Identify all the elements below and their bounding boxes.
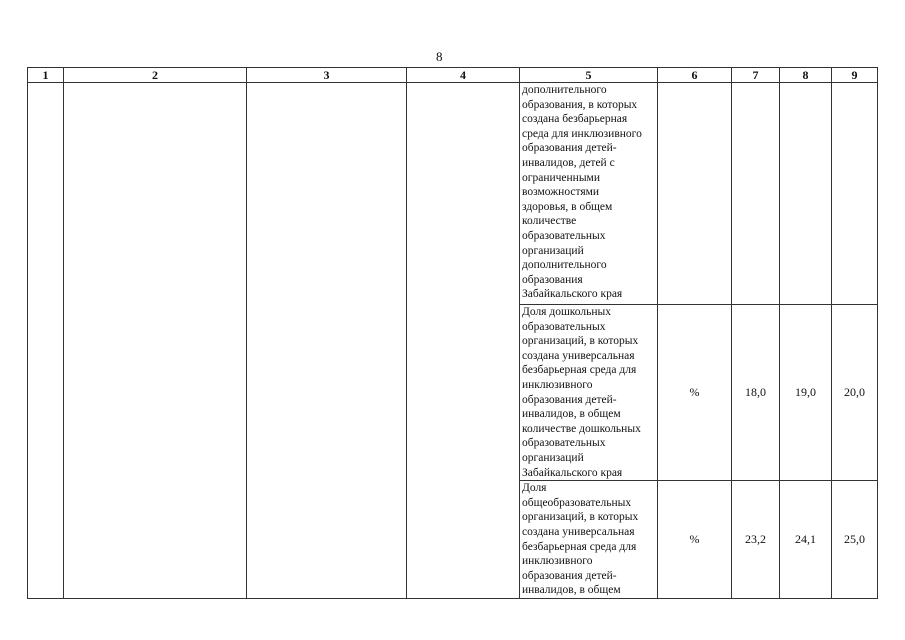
indicator-text-line: инклюзивного [522,378,593,391]
indicator-text-line: организаций, в которых [522,511,639,524]
unit-cell [658,83,732,305]
indicator-text-line: общеобразовательных [522,496,632,509]
indicator-text-line: образования детей- [522,569,617,582]
indicator-text-line: образования детей- [522,142,617,155]
indicator-text-line: дополнительного [522,84,607,96]
indicator-cell [520,83,658,305]
indicator-text-line: Доля [522,482,547,495]
col-header: 5 [520,68,658,83]
indicator-text-line: безбарьерная среда для [522,540,637,553]
indicator-text-line: безбарьерная среда для [522,364,637,377]
indicator-text-line: образования детей- [522,393,617,406]
col-header: 4 [407,68,520,83]
indicator-text-line: ограниченными [522,171,600,184]
value-col9: 20,0 [832,305,878,481]
col-header: 2 [64,68,247,83]
indicator-text-line: инвалидов, в общем [522,408,621,421]
value-col8: 19,0 [780,305,832,481]
unit-cell: % [658,305,732,481]
indicator-text-line: возможностями [522,186,600,199]
indicator-text-line: организаций [522,451,584,464]
indicator-text-line: организаций, в которых [522,335,639,348]
col-header: 1 [28,68,64,83]
indicator-text-line: Забайкальского края [522,288,623,301]
indicators-table [27,67,878,599]
unit-cell: % [658,481,732,599]
indicator-text-line: Доля дошкольных [522,306,612,318]
cell-col2 [64,83,247,599]
col-header: 9 [832,68,878,83]
indicator-cell [520,305,658,481]
value-col8: 24,1 [780,481,832,599]
indicator-text-line: инвалидов, детей с [522,156,615,169]
indicator-text-line: дополнительного [522,259,607,272]
indicator-text-line: создана универсальная [522,525,635,538]
col-header: 8 [780,68,832,83]
header-row [28,68,878,83]
indicator-text-line: здоровья, в общем [522,200,613,213]
indicator-text-line: Забайкальского края [522,466,623,479]
indicator-text-line: образовательных [522,229,606,242]
indicator-text-line: организаций [522,244,584,257]
cell-col3 [247,83,407,599]
indicator-text-line: создана безбарьерная [522,113,628,126]
indicator-text-line: среда для инклюзивного [522,127,642,140]
indicator-text-line: образования [522,273,583,286]
value-col9: 25,0 [832,481,878,599]
value-col7: 23,2 [732,481,780,599]
cell-col4 [407,83,520,599]
indicator-text-line: образовательных [522,320,606,333]
indicator-text-line: инклюзивного [522,555,593,568]
indicator-text-line: количестве дошкольных [522,422,641,435]
cell-col1 [28,83,64,599]
indicator-text-line: образования, в которых [522,98,638,111]
value-col9 [832,83,878,305]
value-col8 [780,83,832,305]
value-col7: 18,0 [732,305,780,481]
indicator-text-line: образовательных [522,437,606,450]
indicator-text-line: создана универсальная [522,349,635,362]
col-header: 7 [732,68,780,83]
indicator-cell [520,481,658,599]
indicator-text-line: количестве [522,215,577,228]
indicator-text-line: инвалидов, в общем [522,584,621,597]
col-header: 3 [247,68,407,83]
col-header: 6 [658,68,732,83]
value-col7 [732,83,780,305]
table-row [28,83,878,305]
page-number: 8 [436,49,443,64]
